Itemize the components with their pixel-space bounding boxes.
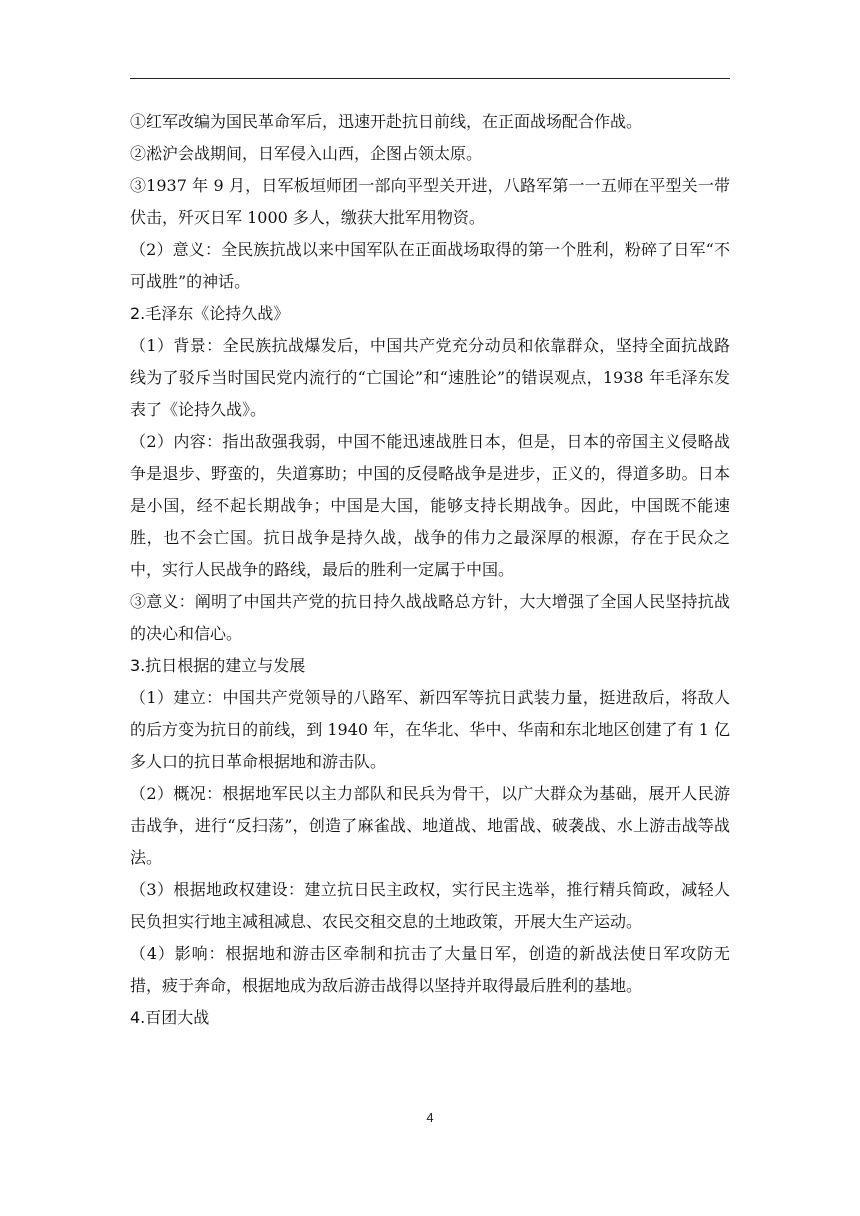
list-item-red-army-reorganization: ①红军改编为国民革命军后，迅速开赴抗日前线，在正面战场配合作战。 <box>130 112 643 131</box>
paragraph-overview: （2）概况：根据地军民以主力部队和民兵为骨干，以广大群众为基础，展开人民游击战争，进行“反扫荡”，创造了麻雀战、地道战、地雷战、破袭战、水上游击战等战法。 <box>130 784 730 867</box>
section-heading-hundred-regiments: 4.百团大战 <box>130 1008 210 1027</box>
paragraph-influence: （4）影响：根据地和游击区牵制和抗击了大量日军，创造的新战法使日军攻防无措，疲于奔命，根据地成为敌后游击战得以坚持并取得最后胜利的基地。 <box>130 944 730 995</box>
list-item-songhu-battle: ②淞沪会战期间，日军侵入山西，企图占领太原。 <box>130 144 483 163</box>
paragraph-background: （1）背景：全民族抗战爆发后，中国共产党充分动员和依靠群众，坚持全面抗战路线为了驳斥当时国民党内流行的“亡国论”和“速胜论”的错误观点，1938 年毛泽东发表了《论持久战》。 <box>130 336 730 419</box>
paragraph-political-construction: （3）根据地政权建设：建立抗日民主政权，实行民主选举，推行精兵简政，减轻人民负担实行地主减租减息、农民交租交息的土地政策，开展大生产运动。 <box>130 880 730 931</box>
paragraph-establishment: （1）建立：中国共产党领导的八路军、新四军等抗日武装力量，挺进敌后，将敌人的后方变为抗日的前线，到 1940 年，在华北、华中、华南和东北地区创建了有 1 亿多人口的抗日革命根据地和游击队。 <box>130 688 730 771</box>
paragraph-significance: （2）意义：全民族抗战以来中国军队在正面战场取得的第一个胜利，粉碎了日军“不可战胜”的神话。 <box>130 240 730 291</box>
section-heading-base-areas: 3.抗日根据的建立与发展 <box>130 656 306 675</box>
page-number: 4 <box>426 1110 434 1125</box>
section-heading-protracted-war: 2.毛泽东《论持久战》 <box>130 304 290 323</box>
paragraph-content: （2）内容：指出敌强我弱，中国不能迅速战胜日本，但是，日本的帝国主义侵略战争是退步、野蛮的，失道寡助；中国的反侵略战争是进步，正义的，得道多助。日本是小国，经不起长期战争；中国是大国，能够支持长期战争。因此，中国既不能速胜，也不会亡国。抗日战争是持久战，战争的伟力之最深厚的根源，存在于民众之中，实行人民战争的路线，最后的胜利一定属于中国。 <box>130 432 730 579</box>
list-item-pingxingguan-ambush: ③1937 年 9 月，日军板垣师团一部向平型关开进，八路军第一一五师在平型关一带伏击，歼灭日军 1000 多人，缴获大批军用物资。 <box>130 176 730 227</box>
document-body <box>130 106 730 1034</box>
header-rule <box>130 78 730 79</box>
paragraph-meaning: ③意义：阐明了中国共产党的抗日持久战战略总方针，大大增强了全国人民坚持抗战的决心和信心。 <box>130 592 730 643</box>
